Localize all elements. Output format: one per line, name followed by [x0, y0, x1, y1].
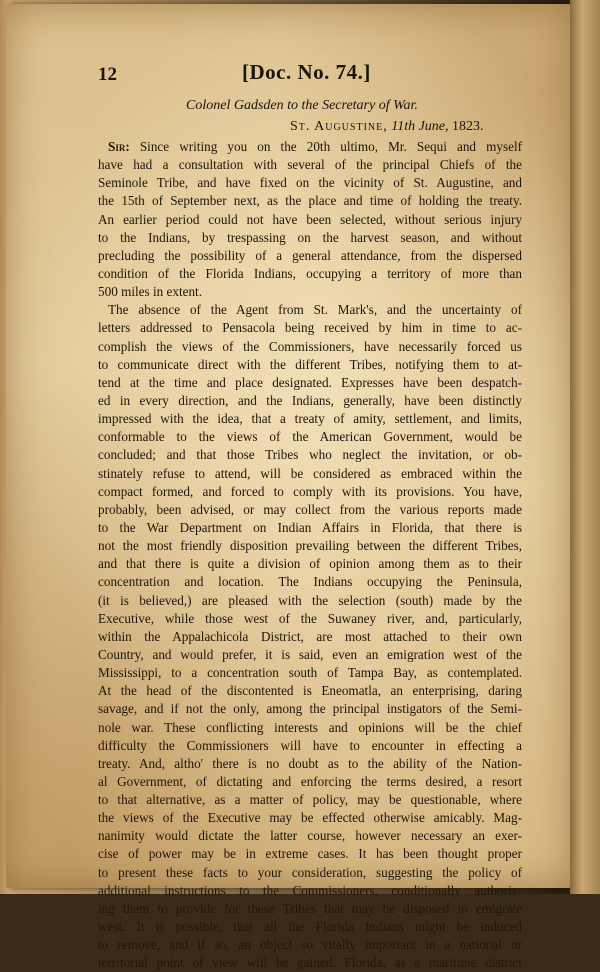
body-line-text: not the most friendly disposition prevailing between the different Tribes,	[98, 538, 522, 554]
body-line	[98, 646, 522, 664]
body-line	[98, 682, 522, 700]
body-line	[98, 174, 522, 192]
body-line-text: nole war. These conflicting interests and opinions will be the chief	[98, 719, 522, 735]
body-line-text: to the War Department on Indian Affairs in Florida, that there is	[98, 519, 522, 535]
body-line	[98, 845, 522, 863]
body-line	[98, 573, 522, 591]
body-line	[98, 319, 522, 337]
body-line	[98, 537, 522, 555]
body-line-text: the 15th of September next, as the place and time of holding the treaty.	[98, 193, 522, 209]
body-line-text: complish the views of the Commissioners, have necessarily forced us	[98, 338, 522, 354]
body-line-text: compact formed, and forced to comply with its provisions. You have,	[98, 483, 522, 499]
body-line	[98, 664, 522, 682]
document-page	[6, 4, 572, 971]
body-line-text: (it is believed,) are pleased with the selection (south) made by the	[98, 592, 522, 608]
body-line-text: tend at the time and place designated. Expresses have been despatch-	[98, 374, 522, 390]
body-line	[98, 501, 522, 519]
body-line-text: probably, been advised, or may collect from the various reports made	[98, 501, 522, 517]
dateline-place: St. Augustine,	[290, 119, 388, 134]
body-line-text: impressed with the idea, that a treaty of amity, settlement, and limits,	[98, 411, 522, 427]
body-line-text: condition of the Florida Indians, occupying a territory of more than	[98, 265, 522, 281]
body-line	[98, 301, 522, 319]
body-line-text: to that alternative, as a matter of policy, may be questionable, where	[98, 792, 522, 808]
letter-dateline	[290, 119, 484, 135]
body-line-text: savage, and if not the only, among the principal instigators of the Semi-	[98, 701, 522, 717]
body-line-text: to communicate direct with the different Tribes, notifying them to at-	[98, 356, 522, 372]
body-line-text: to remove, and if so, an object so vitally important in a national or	[98, 937, 522, 953]
dateline-year: 1823.	[452, 119, 484, 134]
page-header	[6, 60, 572, 90]
body-line	[98, 954, 522, 972]
dateline-date: 11th June,	[391, 119, 449, 134]
body-line-text: precluding the possibility of a general attendance, from the dispersed	[98, 247, 522, 263]
body-line	[98, 211, 522, 229]
body-line	[98, 864, 522, 882]
body-line-text: al Government, of dictating and enforcing the terms desired, a resort	[98, 773, 522, 789]
letter-body	[98, 138, 522, 972]
body-line	[98, 229, 522, 247]
body-line-text: Country, and would prefer, it is said, even an emigration west of the	[98, 646, 522, 662]
body-line	[98, 592, 522, 610]
body-line-text: cise of power may be in extreme cases. It has been thought proper	[98, 846, 522, 862]
salutation: Sir:	[108, 139, 130, 154]
letter-title: Colonel Gadsden to the Secretary of War.	[186, 98, 418, 113]
body-line	[98, 519, 522, 537]
body-line	[98, 338, 522, 356]
body-line-text: letters addressed to Pensacola being received by him in time to ac-	[98, 320, 522, 336]
body-line	[98, 192, 522, 210]
body-line-text: additional instructions to the Commissioners, conditionally authoriz-	[98, 882, 522, 898]
body-line-text: territorial point of view will be gained. Florida, as a maritime district	[98, 955, 522, 971]
body-line	[98, 791, 522, 809]
body-line-text: The absence of the Agent from St. Mark's, and the uncertainty of	[108, 302, 522, 318]
body-line-text: conformable to the views of the American Government, would be	[98, 429, 522, 445]
body-line	[98, 446, 522, 464]
body-line	[98, 356, 522, 374]
body-line	[98, 773, 522, 791]
body-line-text: have had a consultation with several of the principal Chiefs of the	[98, 157, 522, 173]
body-line	[98, 882, 522, 900]
body-line-text: At the head of the discontented is Eneomatla, an enterprising, daring	[98, 683, 522, 699]
body-line-text: Mississippi, to a concentration south of Tampa Bay, as contemplated.	[98, 665, 522, 681]
body-line	[98, 374, 522, 392]
body-line	[98, 138, 522, 156]
body-line	[98, 628, 522, 646]
body-line-text: An earlier period could not have been selected, without serious injury	[98, 211, 522, 227]
body-line	[98, 755, 522, 773]
body-line-text: ed in every direction, and the Indians, generally, have been distinctly	[98, 392, 522, 408]
body-line	[98, 247, 522, 265]
body-line	[98, 483, 522, 501]
body-line	[98, 156, 522, 174]
body-line-text: Since writing you on the 20th ultimo, Mr. Sequi and myself	[139, 139, 523, 154]
body-line	[98, 283, 522, 301]
body-line-text: stinately refuse to attend, will be considered as embraced within the	[98, 465, 522, 481]
body-line-text: nanimity would dictate the latter course, however necessary an exer-	[98, 828, 522, 844]
body-line-text: to present these facts to your consideration, suggesting the policy of	[98, 864, 522, 880]
page-number: 12	[98, 64, 117, 85]
body-line-text: Seminole Tribe, and have fixed on the vicinity of St. Augustine, and	[98, 175, 522, 191]
body-line-text: difficulty the Commissioners will have to encounter in effecting a	[98, 737, 522, 753]
body-line-text: west. It is possible, that all the Florida Indians might be induced	[98, 919, 522, 935]
body-line-text: 500 miles in extent.	[98, 284, 203, 300]
body-line	[98, 700, 522, 718]
body-line	[98, 737, 522, 755]
body-line	[98, 809, 522, 827]
body-line-text: to the Indians, by trespassing on the harvest season, and without	[98, 229, 522, 245]
body-line	[98, 265, 522, 283]
body-line	[98, 465, 522, 483]
body-line-text: concentration and location. The Indians occupying the Peninsula,	[98, 574, 522, 590]
body-line	[98, 918, 522, 936]
body-line	[98, 555, 522, 573]
body-line	[98, 719, 522, 737]
body-line-text: and that there is quite a division of opinion among them as to their	[98, 556, 522, 572]
body-line-text: treaty. And, altho' there is no doubt as to the ability of the Nation-	[98, 755, 522, 771]
body-line	[98, 410, 522, 428]
body-line	[98, 936, 522, 954]
document-reference: [Doc. No. 74.]	[242, 60, 371, 84]
body-line-text: concluded; and that those Tribes who neglect the invitation, or ob-	[98, 447, 522, 463]
body-line	[98, 392, 522, 410]
body-line-text: within the Appalachicola District, are most attached to their own	[98, 628, 522, 644]
body-line-text: the views of the Executive may be effected otherwise amicably. Mag-	[98, 810, 522, 826]
body-line-text: ing them to provide for these Tribes that may be disposed to emigrate	[98, 900, 522, 916]
body-line	[98, 428, 522, 446]
body-line	[98, 827, 522, 845]
body-line	[98, 900, 522, 918]
body-line	[98, 610, 522, 628]
body-line-text: Executive, while those west of the Suwaney river, and, particularly,	[98, 610, 522, 626]
adjacent-page-edge	[570, 0, 600, 894]
